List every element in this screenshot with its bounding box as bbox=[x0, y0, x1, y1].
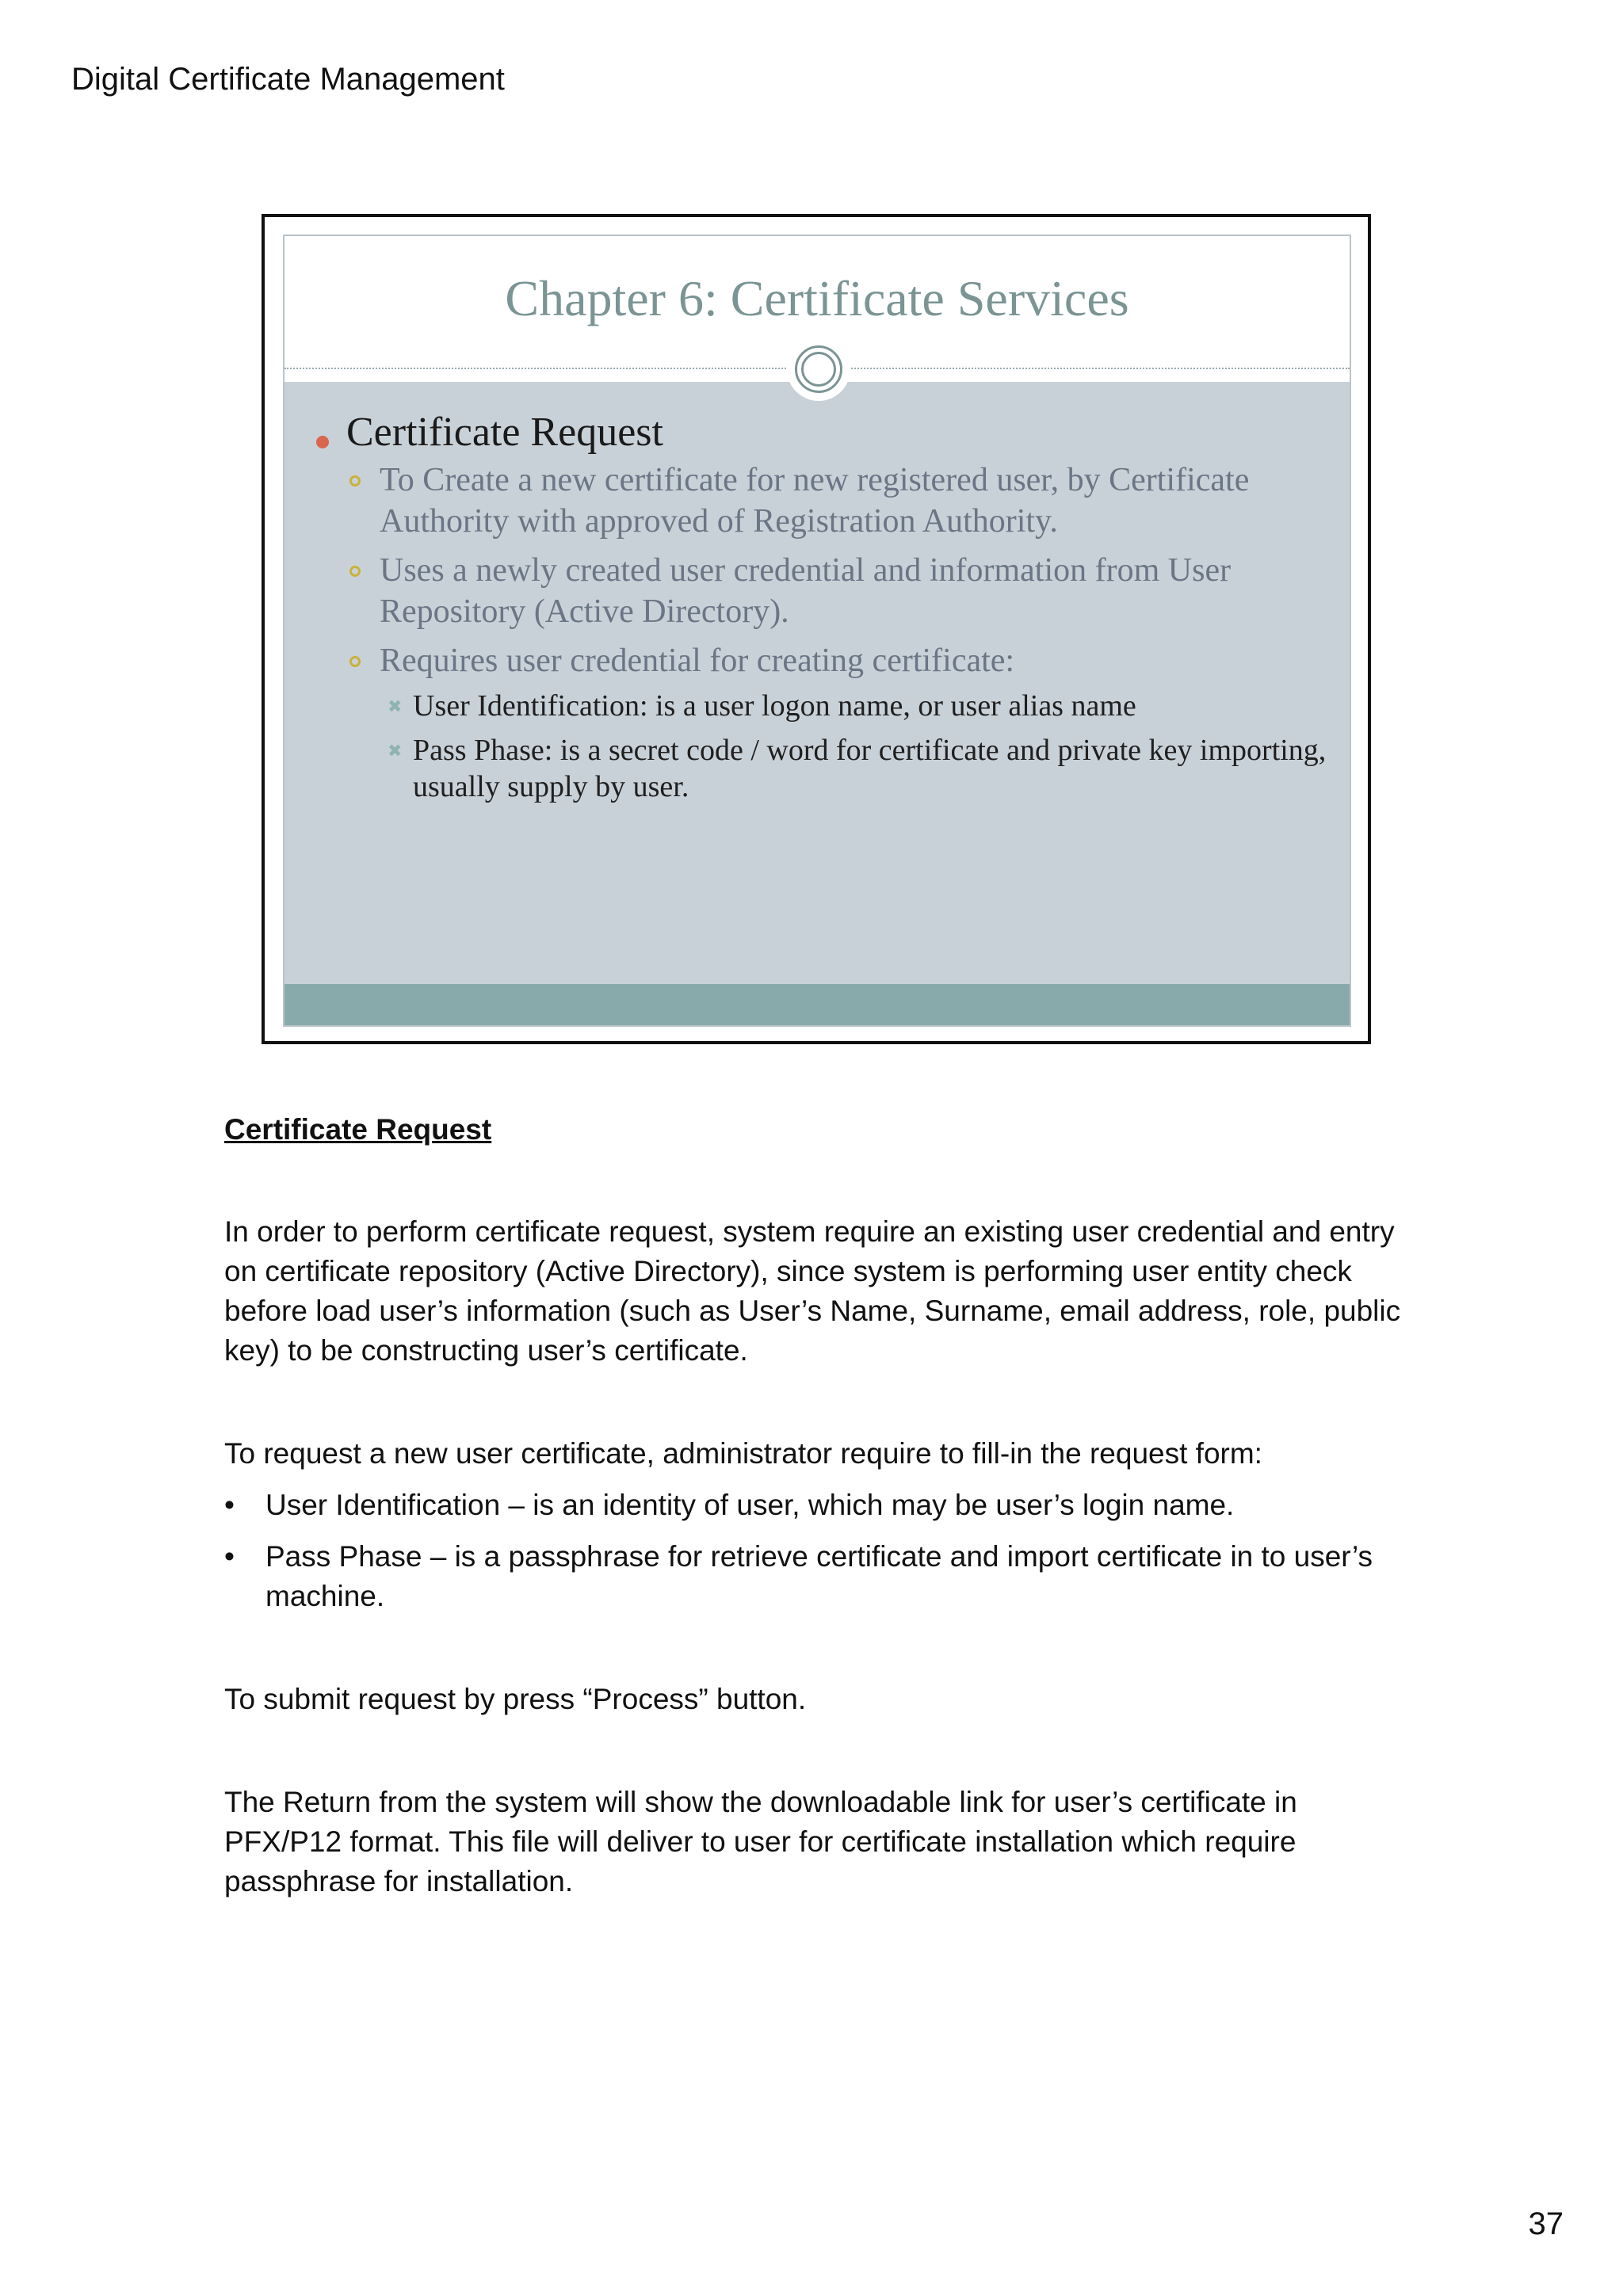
slide-level3-item: User Identification: is a user logon name, or user alias name bbox=[413, 689, 1136, 723]
body-paragraph: To submit request by press “Process” button. bbox=[224, 1683, 807, 1715]
section-heading: Certificate Request bbox=[224, 1113, 492, 1146]
running-header: Digital Certificate Management bbox=[71, 62, 505, 97]
bullet-cross-icon: ✖ bbox=[388, 742, 403, 761]
slide-level1-heading: Certificate Request bbox=[346, 410, 663, 455]
slide-footer-band bbox=[285, 984, 1350, 1027]
list-item-text: Pass Phase – is a passphrase for retrieve certificate and import certificate in to user’s machine. bbox=[265, 1540, 1373, 1612]
bullet-ring-icon bbox=[349, 566, 361, 577]
slide-level2-item: Requires user credential for creating certificate: bbox=[380, 643, 1015, 679]
body-paragraph: To request a new user certificate, administrator require to fill-in the request form: bbox=[224, 1437, 1262, 1470]
list-item-text: User Identification – is an identity of user, which may be user’s login name. bbox=[265, 1489, 1235, 1521]
body-paragraph: The Return from the system will show the downloadable link for user’s certificate in PFX/P12 format. This file will deliver to user for certificate installation which require passphrase for installation. bbox=[224, 1786, 1297, 1897]
bullet-cross-icon: ✖ bbox=[388, 697, 403, 717]
bullet-ring-icon bbox=[349, 475, 361, 486]
page-number: 37 bbox=[1528, 2206, 1564, 2241]
bullet-ring-icon bbox=[349, 656, 361, 667]
slide-title: Chapter 6: Certificate Services bbox=[505, 270, 1129, 326]
slide-level2-item: To Create a new certificate for new registered user, by Certificate Authority with approved of Registration Authority. bbox=[380, 462, 1250, 540]
slide-image bbox=[262, 214, 1371, 1044]
slide-level2-item: Uses a newly created user credential and information from User Repository (Active Directory). bbox=[380, 552, 1232, 630]
bullet-icon: • bbox=[224, 1540, 235, 1573]
slide-level3-item: Pass Phase: is a secret code / word for certificate and private key importing, usually supply by user. bbox=[413, 734, 1327, 803]
body-paragraph: In order to perform certificate request, system require an existing user credential and entry on certificate repository (Active Directory), since system is performing user entity check before load user’s information (such as User’s Name, Surname, email address, role, public key) to be constructing user’s certificate. bbox=[224, 1215, 1401, 1367]
bullet-icon: • bbox=[224, 1489, 235, 1521]
slide-canvas bbox=[283, 235, 1351, 1027]
bullet-dot-icon bbox=[316, 436, 329, 448]
circle-ornament-icon bbox=[787, 338, 850, 401]
